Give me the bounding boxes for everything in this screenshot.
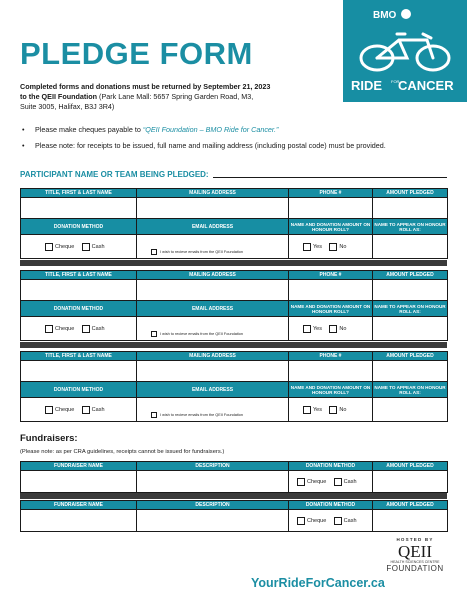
name-field[interactable] [21, 361, 137, 382]
col-header-description: DESCRIPTION [137, 462, 289, 471]
donation-method-cell [21, 235, 137, 259]
description-field[interactable] [137, 471, 289, 493]
yes-checkbox[interactable] [303, 243, 311, 251]
participant-name-line[interactable] [213, 177, 447, 178]
no-label: No [339, 243, 347, 250]
cash-checkbox[interactable] [82, 243, 90, 251]
pledge-block [20, 351, 448, 422]
col-header-amount: AMOUNT PLEDGED [373, 352, 448, 361]
col-header-honour-name: NAME TO APPEAR ON HONOUR ROLL AS: [373, 301, 448, 317]
intro-address-line3: Suite 3005, Halifax, B3J 3R4) [20, 102, 115, 111]
bullet-receipts-text: Please note: for receipts to be issued, full name and mailing address (including postal code) must be provided. [35, 141, 386, 150]
logo-cancer-text: CANCER [398, 78, 454, 93]
donation-method-cell [289, 510, 373, 532]
yes-label: Yes [313, 406, 322, 413]
bmo-wordmark: BMO [373, 10, 397, 21]
qeii-foundation-logo [365, 537, 465, 573]
description-field[interactable] [137, 510, 289, 532]
page-title: PLEDGE FORM [20, 36, 253, 71]
no-checkbox[interactable] [329, 325, 337, 333]
col-header-honour: NAME AND DONATION AMOUNT ON HONOUR ROLL? [289, 219, 373, 235]
participant-heading: PARTICIPANT NAME OR TEAM BEING PLEDGED: [20, 170, 209, 179]
address-field[interactable] [137, 280, 289, 301]
col-header-honour-name: NAME TO APPEAR ON HONOUR ROLL AS: [373, 219, 448, 235]
col-header-email: EMAIL ADDRESS [137, 219, 289, 235]
pledge-block [20, 188, 448, 259]
col-header-amount: AMOUNT PLEDGED [373, 462, 448, 471]
logo-ride-text: RIDE [351, 78, 383, 93]
hsc-label: HEALTH SCIENCES CENTRE [390, 560, 440, 564]
fundraiser-block [20, 500, 448, 532]
cash-checkbox[interactable] [82, 406, 90, 414]
cheque-checkbox[interactable] [297, 517, 305, 525]
col-header-method: DONATION METHOD [289, 501, 373, 510]
cheque-checkbox[interactable] [45, 406, 53, 414]
col-header-phone: PHONE # [289, 352, 373, 361]
col-header-honour: NAME AND DONATION AMOUNT ON HONOUR ROLL? [289, 301, 373, 317]
cheque-checkbox[interactable] [45, 325, 53, 333]
website-link[interactable]: YourRideForCancer.ca [251, 576, 385, 590]
cheque-label: Cheque [55, 243, 75, 250]
name-field[interactable] [21, 280, 137, 301]
cash-label: Cash [91, 406, 105, 413]
amount-field[interactable] [373, 471, 448, 493]
donation-method-cell [21, 317, 137, 341]
col-header-phone: PHONE # [289, 189, 373, 198]
email-optin-checkbox[interactable] [151, 412, 157, 418]
intro-bold-line2: to the QEII Foundation [20, 92, 98, 101]
col-header-phone: PHONE # [289, 271, 373, 280]
col-header-honour: NAME AND DONATION AMOUNT ON HONOUR ROLL? [289, 382, 373, 398]
col-header-fundraiser-name: FUNDRAISER NAME [21, 501, 137, 510]
hosted-by-label: HOSTED BY [396, 537, 434, 542]
honour-name-field[interactable] [373, 317, 448, 341]
col-header-honour-name: NAME TO APPEAR ON HONOUR ROLL AS: [373, 382, 448, 398]
col-header-amount: AMOUNT PLEDGED [373, 271, 448, 280]
yes-checkbox[interactable] [303, 325, 311, 333]
no-label: No [339, 325, 347, 332]
cash-label: Cash [91, 243, 105, 250]
intro-bold-line1: Completed forms and donations must be returned by September 21, 2023 [20, 82, 271, 91]
return-instructions [20, 82, 340, 112]
col-header-amount: AMOUNT PLEDGED [373, 501, 448, 510]
cash-checkbox[interactable] [334, 478, 342, 486]
foundation-label: FOUNDATION [386, 564, 444, 573]
email-field[interactable] [137, 398, 289, 422]
col-header-name: TITLE, FIRST & LAST NAME [21, 271, 137, 280]
amount-field[interactable] [373, 198, 448, 219]
address-field[interactable] [137, 198, 289, 219]
honour-name-field[interactable] [373, 398, 448, 422]
address-field[interactable] [137, 361, 289, 382]
donation-method-cell [289, 471, 373, 493]
col-header-amount: AMOUNT PLEDGED [373, 189, 448, 198]
bicycle-icon [357, 28, 453, 74]
col-header-description: DESCRIPTION [137, 501, 289, 510]
yes-label: Yes [313, 243, 322, 250]
col-header-name: TITLE, FIRST & LAST NAME [21, 189, 137, 198]
fundraiser-name-field[interactable] [21, 510, 137, 532]
col-header-name: TITLE, FIRST & LAST NAME [21, 352, 137, 361]
honour-roll-cell [289, 235, 373, 259]
email-field[interactable] [137, 235, 289, 259]
cheque-label: Cheque [307, 478, 327, 485]
section-divider [20, 493, 447, 499]
col-header-method: DONATION METHOD [21, 301, 137, 317]
col-header-address: MAILING ADDRESS [137, 352, 289, 361]
no-checkbox[interactable] [329, 243, 337, 251]
phone-field[interactable] [289, 198, 373, 219]
phone-field[interactable] [289, 361, 373, 382]
amount-field[interactable] [373, 361, 448, 382]
bullet-cheques-text: Please make cheques payable to [35, 125, 143, 134]
cash-label: Cash [343, 517, 357, 524]
cash-label: Cash [343, 478, 357, 485]
honour-roll-cell [289, 398, 373, 422]
ride-for-cancer-logo [343, 0, 467, 102]
amount-field[interactable] [373, 510, 448, 532]
section-divider [20, 260, 447, 266]
honour-name-field[interactable] [373, 235, 448, 259]
email-optin-label: I wish to recieve emails from the QEII Foundation [160, 249, 243, 254]
yes-checkbox[interactable] [303, 406, 311, 414]
cash-label: Cash [91, 325, 105, 332]
cheque-checkbox[interactable] [297, 478, 305, 486]
intro-address: (Park Lane Mall: 5657 Spring Garden Road, M3, [97, 92, 254, 101]
logo-for-text: FOR [391, 79, 400, 84]
donation-method-cell [21, 398, 137, 422]
fundraiser-block [20, 461, 448, 493]
bullet-dot-icon: • [22, 125, 25, 134]
email-optin-label: I wish to recieve emails from the QEII Foundation [160, 412, 243, 417]
fundraisers-note: (Please note: as per CRA guidelines, receipts cannot be issued for fundraisers.) [20, 449, 225, 455]
col-header-method: DONATION METHOD [21, 382, 137, 398]
fundraisers-title: Fundraisers: [20, 433, 78, 444]
amount-field[interactable] [373, 280, 448, 301]
col-header-address: MAILING ADDRESS [137, 271, 289, 280]
email-field[interactable] [137, 317, 289, 341]
cash-checkbox[interactable] [82, 325, 90, 333]
email-optin-label: I wish to recieve emails from the QEII Foundation [160, 331, 243, 336]
email-optin-checkbox[interactable] [151, 249, 157, 255]
cheque-label: Cheque [55, 406, 75, 413]
fundraiser-name-field[interactable] [21, 471, 137, 493]
honour-roll-cell [289, 317, 373, 341]
yes-label: Yes [313, 325, 322, 332]
bmo-roundel-icon [401, 9, 411, 19]
bullet-dot-icon: • [22, 141, 25, 150]
col-header-method: DONATION METHOD [21, 219, 137, 235]
section-divider [20, 342, 447, 348]
col-header-fundraiser-name: FUNDRAISER NAME [21, 462, 137, 471]
col-header-address: MAILING ADDRESS [137, 189, 289, 198]
no-checkbox[interactable] [329, 406, 337, 414]
col-header-method: DONATION METHOD [289, 462, 373, 471]
payee-name: “QEII Foundation – BMO Ride for Cancer.” [142, 125, 279, 134]
cheque-label: Cheque [55, 325, 75, 332]
col-header-email: EMAIL ADDRESS [137, 301, 289, 317]
no-label: No [339, 406, 347, 413]
cheque-checkbox[interactable] [45, 243, 53, 251]
email-optin-checkbox[interactable] [151, 331, 157, 337]
name-field[interactable] [21, 198, 137, 219]
cash-checkbox[interactable] [334, 517, 342, 525]
pledge-block [20, 270, 448, 341]
qeii-wordmark: QEII [398, 542, 432, 561]
cheque-label: Cheque [307, 517, 327, 524]
phone-field[interactable] [289, 280, 373, 301]
col-header-email: EMAIL ADDRESS [137, 382, 289, 398]
